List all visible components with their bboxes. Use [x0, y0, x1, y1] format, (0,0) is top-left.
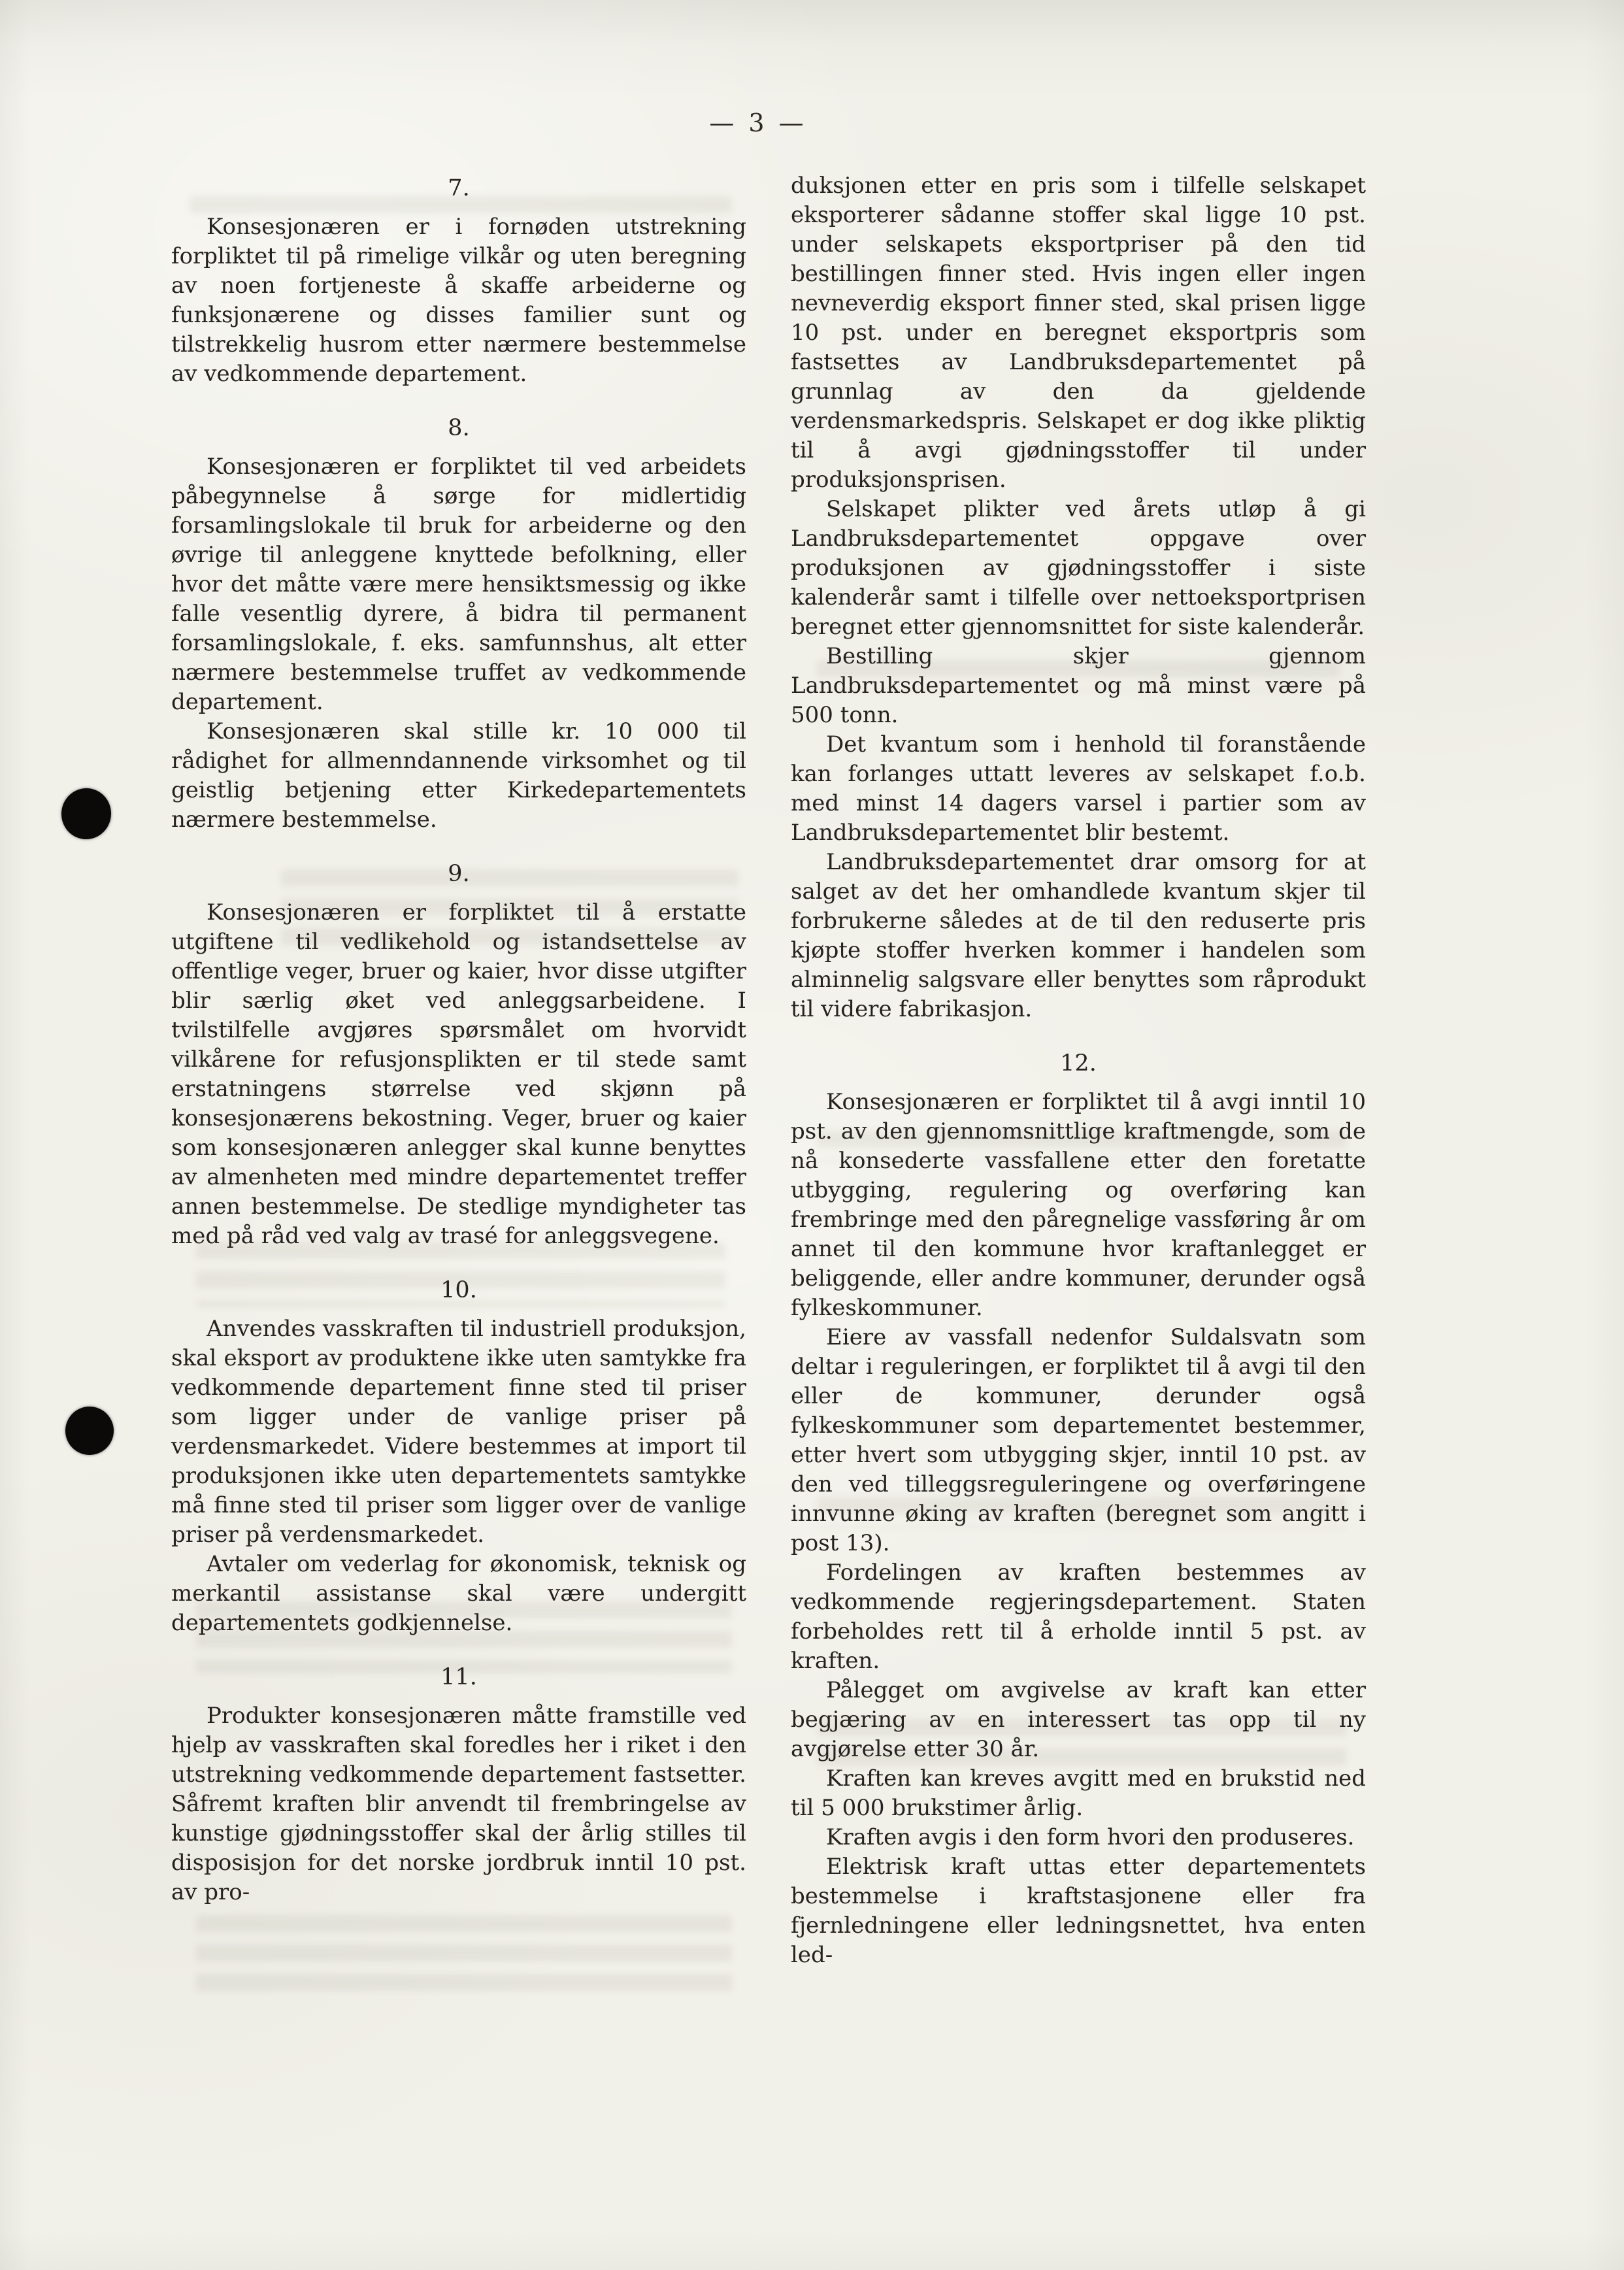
paragraph: Pålegget om avgivelse av kraft kan etter begjæring av en interessert tas opp til ny avgjørelse etter 30 år.	[791, 1677, 1366, 1762]
section-heading-10: 10.	[440, 1277, 477, 1303]
paragraph: Elektrisk kraft uttas etter departementets bestemmelse i kraftstasjonene eller fra fjernledningene eller ledningsnettet, hva enten led-	[791, 1854, 1366, 1968]
left-column	[171, 171, 746, 1907]
paragraph: Landbruksdepartementet drar omsorg for at salget av det her omhandlede kvantum skjer til forbrukerne således at de til den reduserte pris kjøpte stoffer hverken kommer i handelen som alminnelig salgsvare eller benyttes som råprodukt til videre fabrikasjon.	[791, 849, 1366, 1022]
bleed-through-artifact	[196, 1915, 732, 1997]
section-heading-9: 9.	[448, 861, 470, 887]
paragraph: Konsesjonæren er i fornøden utstrekning forpliktet til på rimelige vilkår og uten beregning av noen fortjeneste å skaffe arbeiderne og funksjonærene og disses familier sunt og tilstrekkelig husrom etter nærmere bestemmelse av vedkommende departement.	[171, 214, 746, 387]
paragraph: Selskapet plikter ved årets utløp å gi Landbruksdepartementet oppgave over produksjonen av gjødningsstoffer i siste kalenderår samt i tilfelle over nettoeksportprisen beregnet etter gjennomsnittet for siste kalenderår.	[791, 496, 1366, 640]
paragraph: Fordelingen av kraften bestemmes av vedkommende regjeringsdepartement. Staten forbeholdes rett til å erholde inntil 5 pst. av kraften.	[791, 1560, 1366, 1674]
paragraph: Anvendes vasskraften til industriell produksjon, skal eksport av produktene ikke uten samtykke fra vedkommende departement finne sted til priser som ligger under de vanlige priser på verdensmarkedet. Videre bestemmes at import til produksjonen ikke uten departementets samtykke må finne sted til priser som ligger over de vanlige priser på verdensmarkedet.	[171, 1316, 746, 1548]
paragraph: Kraften avgis i den form hvori den produseres.	[826, 1824, 1355, 1850]
paragraph: Kraften kan kreves avgitt med en brukstid ned til 5 000 brukstimer årlig.	[791, 1765, 1366, 1821]
page-number: — 3 —	[709, 108, 807, 137]
right-column	[791, 171, 1366, 1970]
paragraph: Produkter konsesjonæren måtte framstille ved hjelp av vasskraften skal foredles her i riket i den utstrekning vedkommende departement fastsetter. Såfremt kraften blir anvendt til frembringelse av kunstige gjødningsstoffer skal der årlig stilles til disposisjon for det norske jordbruk inntil 10 pst. av pro-	[171, 1703, 746, 1905]
section-heading-11: 11.	[440, 1664, 477, 1690]
section-heading-8: 8.	[448, 415, 470, 441]
paragraph: Det kvantum som i henhold til foranstående kan forlanges uttatt leveres av selskapet f.o.b. med minst 14 dagers varsel i partier som av Landbruksdepartementet blir bestemt.	[791, 731, 1366, 846]
paragraph: Konsesjonæren skal stille kr. 10 000 til rådighet for allmenndannende virksomhet og til geistlig betjening etter Kirkedepartementets nærmere bestemmelse.	[171, 718, 746, 833]
paragraph-continuation: duksjonen etter en pris som i tilfelle selskapet eksporterer sådanne stoffer skal ligge 10 pst. under selskapets eksportpriser på den tid bestillingen finner sted. Hvis ingen eller ingen nevneverdig eksport finner sted, skal prisen ligge 10 pst. under en beregnet eksportpris som fastsettes av Landbruksdepartementet på grunnlag av den da gjeldende verdensmarkedspris. Selskapet er dog ikke pliktig til å avgi gjødningsstoffer til under produksjonsprisen.	[791, 173, 1366, 493]
paragraph: Konsesjonæren er forpliktet til å erstatte utgiftene til vedlikehold og istandsettelse av offentlige veger, bruer og kaier, hvor disse utgifter blir særlig øket ved anleggsarbeidene. I tvilstilfelle avgjøres spørsmålet om hvorvidt vilkårene for refusjonsplikten er til stede samt erstatningens størrelse ved skjønn på konsesjonærens bekostning. Veger, bruer og kaier som konsesjonæren anlegger skal kunne benyttes av almenheten med mindre departementet treffer annen bestemmelse. De stedlige myndigheter tas med på råd ved valg av trasé for anleggsvegene.	[171, 899, 746, 1249]
paragraph: Konsesjonæren er forpliktet til ved arbeidets påbegynnelse å sørge for midlertidig forsamlingslokale til bruk for arbeiderne og den øvrige til anleggene knyttede befolkning, eller hvor det måtte være mere hensiktsmessig og ikke falle vesentlig dyrere, å bidra til permanent forsamlingslokale, f. eks. samfunnshus, alt etter nærmere bestemmelse truffet av vedkommende departement.	[171, 454, 746, 715]
punch-hole	[59, 786, 114, 843]
paragraph: Avtaler om vederlag for økonomisk, teknisk og merkantil assistanse skal være undergitt departementets godkjennelse.	[171, 1551, 746, 1636]
punch-hole	[65, 1407, 114, 1455]
section-heading-12: 12.	[1060, 1050, 1097, 1077]
paragraph: Bestilling skjer gjennom Landbruksdepartementet og må minst være på 500 tonn.	[791, 643, 1366, 728]
section-heading-7: 7.	[448, 175, 470, 201]
paragraph: Eiere av vassfall nedenfor Suldalsvatn som deltar i reguleringen, er forpliktet til å avgi til den eller de kommuner, derunder også fylkeskommuner som departementet bestemmer, etter hvert som utbygging skjer, inntil 10 pst. av den ved tilleggsreguleringene og overføringene innvunne øking av kraften (beregnet som angitt i post 13).	[791, 1324, 1366, 1556]
paragraph: Konsesjonæren er forpliktet til å avgi inntil 10 pst. av den gjennomsnittlige kraftmengde, som de nå konsederte vassfallene etter den foretatte utbygging, regulering og overføring kan frembringe med den påregnelige vassføring år om annet til den kommune hvor kraftanlegget er beliggende, eller andre kommuner, derunder også fylkeskommuner.	[791, 1089, 1366, 1321]
